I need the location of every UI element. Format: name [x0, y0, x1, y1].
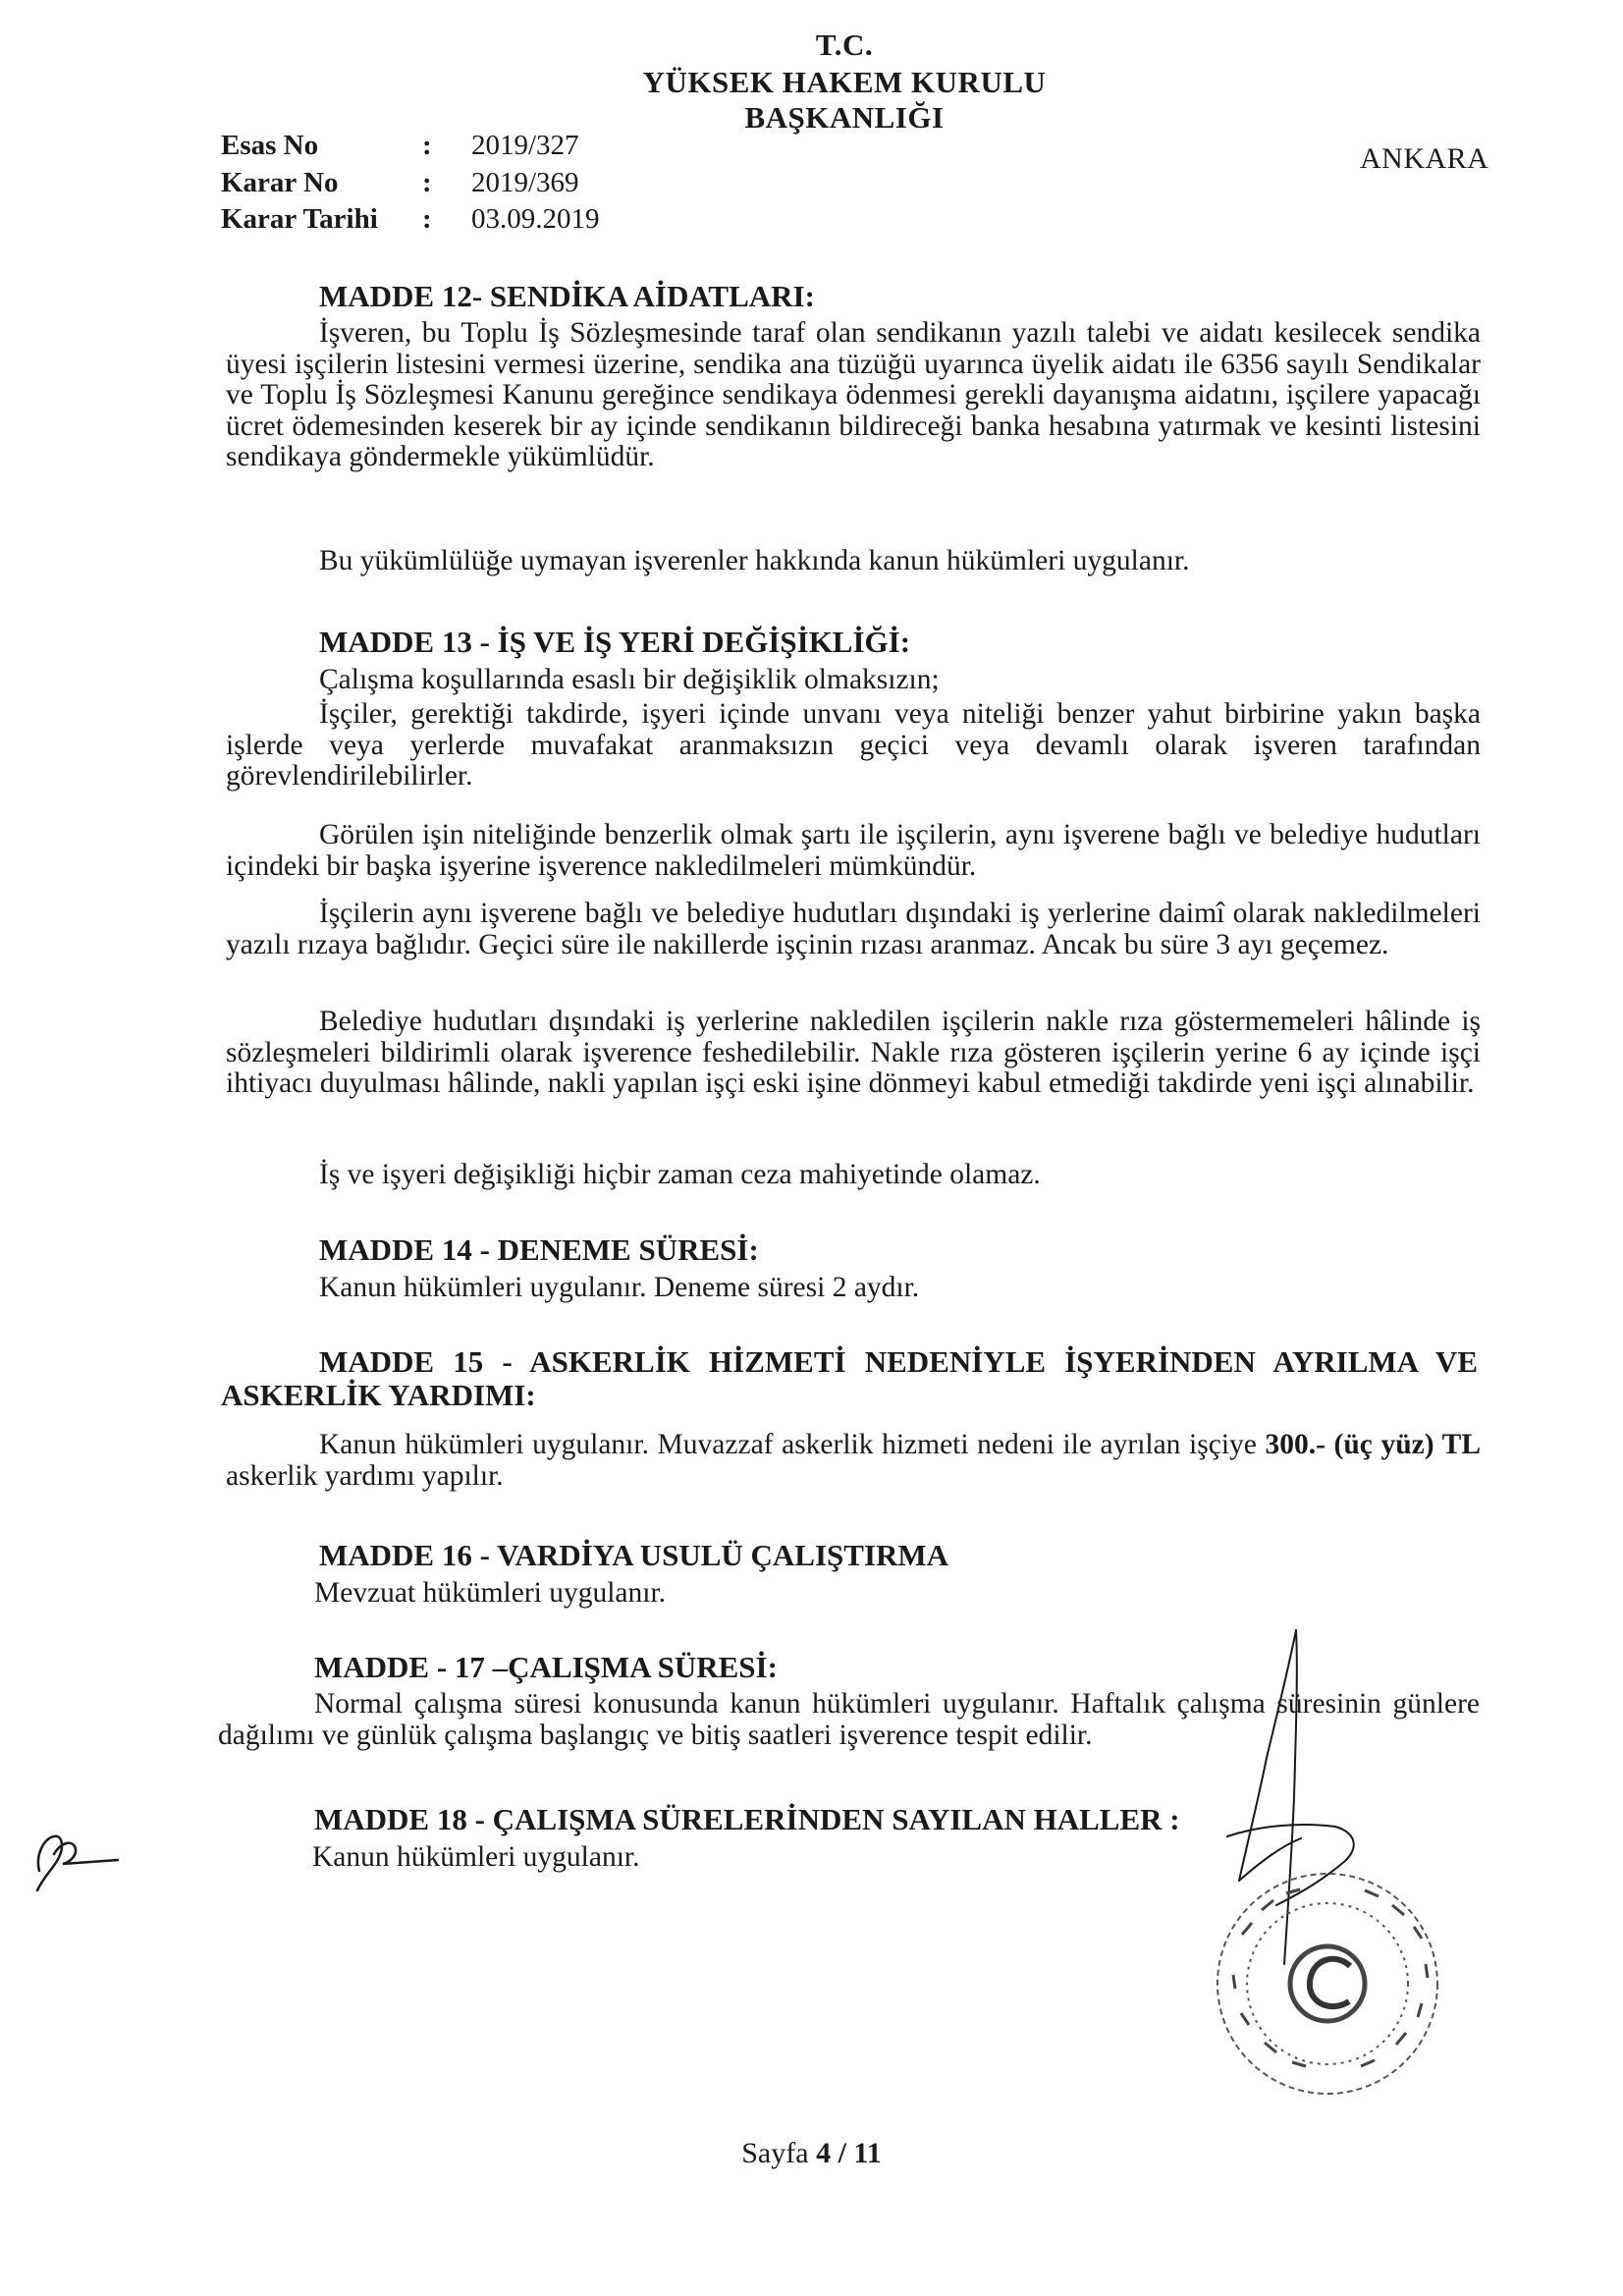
- meta-colon: :: [422, 203, 432, 235]
- article-13-paragraph-4: İşçilerin aynı işverene bağlı ve belediye hudutları dışındaki iş yerlerine daimî olarak nakledilmeleri yazılı rızaya bağlıdır. Geçici süre ile nakillerde işçinin rızası aranmaz. Ancak bu süre 3 ayı geçemez.: [226, 898, 1481, 960]
- article-14-heading: MADDE 14 - DENEME SÜRESİ:: [319, 1232, 759, 1267]
- article-13-paragraph-2: İşçiler, gerektiği takdirde, işyeri içinde unvanı veya niteliği benzer yahut birbirine yakın başka işlerde veya yerlerde muvafakat aranmaksızın geçici veya devamlı olarak işveren tarafından görevlendirilebilirler.: [226, 698, 1481, 792]
- article-17-paragraph-1: Normal çalışma süresi konusunda kanun hükümleri uygulanır. Haftalık çalışma süresinin günlere dağılımı ve günlük çalışma başlangıç ve bitiş saatleri işverence tespit edilir.: [218, 1688, 1480, 1751]
- article-13-paragraph-6: İş ve işyeri değişikliği hiçbir zaman ceza mahiyetinde olamaz.: [319, 1159, 1041, 1190]
- article-12-paragraph-1: İşveren, bu Toplu İş Sözleşmesinde taraf olan sendikanın yazılı talebi ve aidatı kesilecek sendika üyesi işçilerin listesini vermesi üzerine, sendika ana tüzüğü uyarınca üyelik aidatı ile 6356 sayılı Sendikalar ve Toplu İş Sözleşmesi Kanunu gereğince sendikaya ödenmesi gerekli dayanışma aidatını, işçilere yapacağı ücret ödemesinden keserek bir ay içinde sendikanın bildireceği banka hesabına yatırmak ve kesinti listesini sendikaya göndermekle yükümlüdür.: [226, 317, 1481, 472]
- meta-colon: :: [422, 130, 432, 161]
- article-16-paragraph-1: Mevzuat hükümleri uygulanır.: [314, 1577, 667, 1609]
- article-14-paragraph-1: Kanun hükümleri uygulanır. Deneme süresi 2 aydır.: [319, 1272, 920, 1303]
- official-seal: [1217, 1874, 1437, 2094]
- meta-value: 2019/369: [471, 167, 579, 198]
- header-presidency: BAŞKANLIĞI: [744, 100, 945, 135]
- article-13-heading: MADDE 13 - İŞ VE İŞ YERİ DEĞİŞİKLİĞİ:: [319, 625, 911, 659]
- meta-colon: :: [422, 167, 432, 198]
- article-13-paragraph-1: Çalışma koşullarında esaslı bir değişiklik olmaksızın;: [319, 664, 940, 695]
- article-12-heading: MADDE 12- SENDİKA AİDATLARI:: [319, 279, 815, 313]
- article-13-paragraph-3: Görülen işin niteliğinde benzerlik olmak şartı ile işçilerin, aynı işverene bağlı ve belediye hudutları içindeki bir başka işyerine işverence nakledilmeleri mümkündür.: [226, 819, 1481, 882]
- article-18-paragraph-1: Kanun hükümleri uygulanır.: [312, 1841, 640, 1873]
- meta-value: 2019/327: [471, 130, 579, 161]
- article-15-text-c: askerlik yardımı yapılır.: [226, 1459, 504, 1492]
- article-15-amount: 300.- (üç yüz) TL: [1265, 1429, 1481, 1460]
- handwritten-initial: [37, 1836, 118, 1890]
- article-17-heading: MADDE - 17 –ÇALIŞMA SÜRESİ:: [314, 1650, 778, 1684]
- page-prefix: Sayfa: [741, 2137, 817, 2169]
- article-15-heading: MADDE 15 - ASKERLİK HİZMETİ NEDENİYLE İŞYERİNDEN AYRILMA VE ASKERLİK YARDIMI:: [221, 1344, 1478, 1412]
- article-18-heading: MADDE 18 - ÇALIŞMA SÜRELERİNDEN SAYILAN HALLER :: [314, 1802, 1180, 1836]
- meta-label: Esas No: [221, 130, 319, 161]
- page-count: 4 / 11: [816, 2137, 882, 2169]
- signature: [1227, 1630, 1354, 1964]
- article-15-text-a: Kanun hükümleri uygulanır. Muvazzaf askerlik hizmeti nedeni ile ayrılan işçiye: [319, 1429, 1266, 1460]
- article-16-heading: MADDE 16 - VARDİYA USULÜ ÇALIŞTIRMA: [319, 1538, 949, 1572]
- header-institution: YÜKSEK HAKEM KURULU: [642, 65, 1047, 99]
- meta-value: 03.09.2019: [471, 203, 600, 235]
- meta-label: Karar No: [221, 167, 339, 198]
- article-13-paragraph-5: Belediye hudutları dışındaki iş yerlerine nakledilen işçilerin nakle rıza göstermemeleri hâlinde iş sözleşmeleri bildirimli olarak işverence feshedilebilir. Nakle rıza gösteren işçilerin yerine 6 ay içinde işçi ihtiyacı duyulması hâlinde, nakli yapılan işçi eski işine dönmeyi kabul etmediği takdirde yeni işçi alınabilir.: [226, 1006, 1481, 1099]
- meta-label: Karar Tarihi: [221, 203, 378, 235]
- article-12-paragraph-2: Bu yükümlülüğe uymayan işverenler hakkında kanun hükümleri uygulanır.: [319, 545, 1190, 576]
- header-city: ANKARA: [1360, 142, 1489, 175]
- header-tc: T.C.: [815, 27, 874, 62]
